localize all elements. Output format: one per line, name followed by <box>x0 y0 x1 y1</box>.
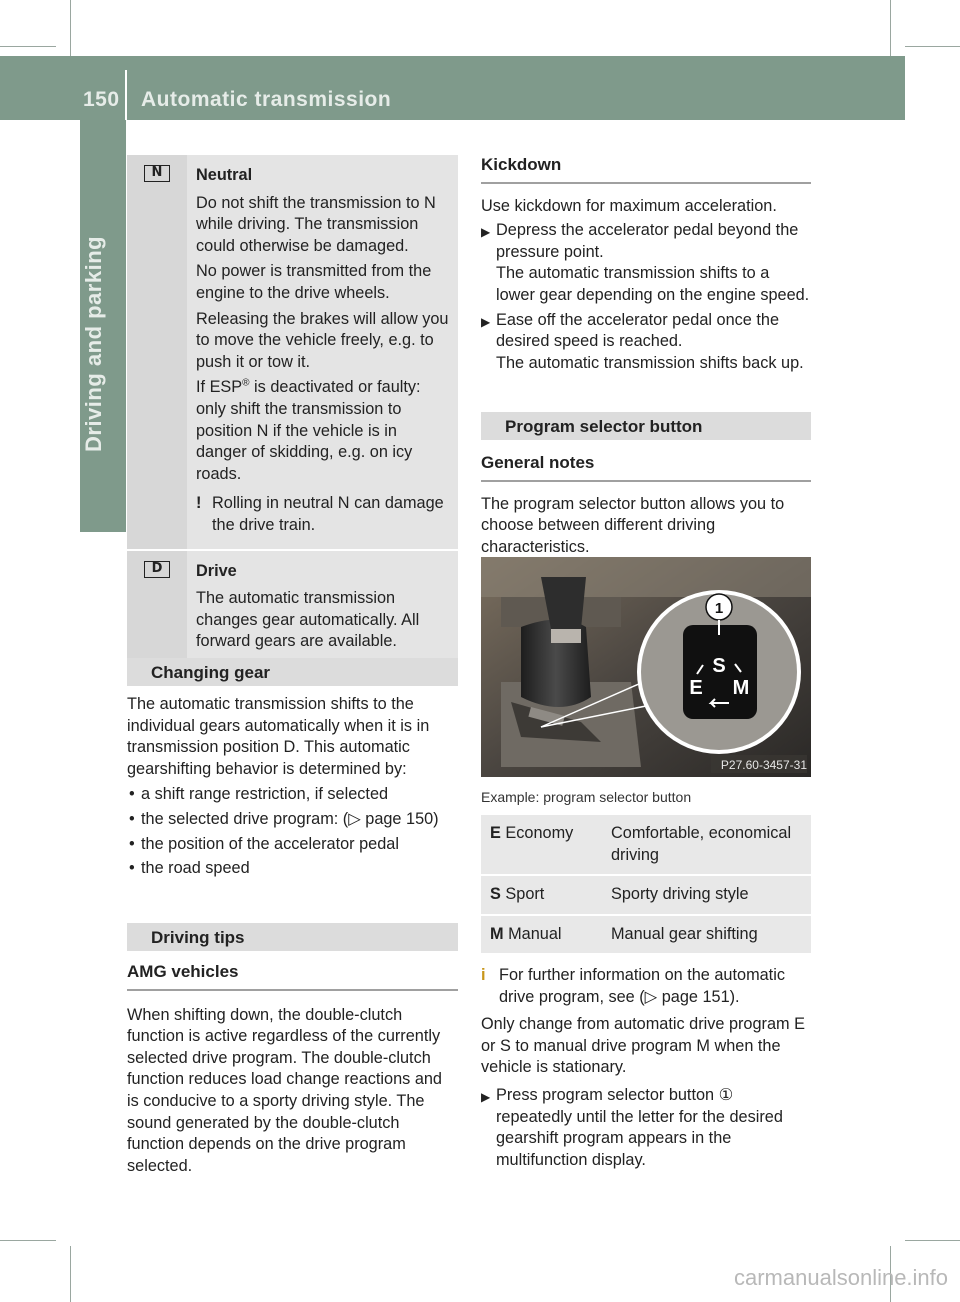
sport-letter: S <box>712 655 726 677</box>
list-item: • the position of the accelerator pedal <box>127 834 458 856</box>
warning-note <box>196 493 452 536</box>
position-text: The automatic transmission changes gear automatically. All forward gears are available. <box>196 589 420 651</box>
header-divider <box>125 70 127 120</box>
transmission-position-table <box>127 155 458 665</box>
drive-symbol-icon: D <box>144 561 170 578</box>
crop-mark <box>70 1246 71 1302</box>
info-icon: i <box>481 966 486 984</box>
neutral-symbol-icon: N <box>144 165 170 182</box>
esp-note: If ESP® is deactivated or faulty: only shift the transmission to position N if the vehicle is in danger of skidding, e.g. on icy roads. <box>196 377 421 483</box>
section-heading: Changing gear <box>127 658 458 686</box>
instruction-step: ▶ Press program selector button ① repeatedly until the letter for the desired gearshift program appears in the multifunction display. <box>481 1085 811 1171</box>
driving-tips-section <box>127 923 458 1177</box>
crop-mark <box>0 1240 56 1241</box>
header-band <box>0 56 905 120</box>
position-row-drive <box>127 549 458 665</box>
callout-label: 1 <box>714 600 724 617</box>
program-selector-intro: The program selector button allows you to choose between different driving characteristics. <box>481 494 785 556</box>
gear-factor-list <box>127 784 458 879</box>
crop-mark <box>70 0 71 56</box>
instruction-step: ▶ Ease off the accelerator pedal once the desired speed is reached. The automatic transmission shifts back up. <box>481 310 811 375</box>
info-note <box>481 965 811 1008</box>
position-title: Drive <box>196 561 237 580</box>
photo-illustration <box>481 557 811 777</box>
crop-mark <box>905 46 960 47</box>
crop-mark <box>0 46 56 47</box>
program-selector-photo <box>481 557 811 777</box>
table-row: E Economy Comfortable, economical driving <box>490 824 792 864</box>
list-item: • the road speed <box>127 858 458 880</box>
side-tab-label: Driving and parking <box>81 235 106 452</box>
manual-letter: M <box>732 677 750 699</box>
info-text: For further information on the automatic drive program, see (▷ page 151). <box>499 966 785 1006</box>
kickdown-intro: Use kickdown for maximum acceleration. <box>481 196 777 215</box>
position-text: No power is transmitted from the engine to the drive wheels. <box>196 262 432 302</box>
subsection-heading: Kickdown <box>481 154 811 184</box>
position-text: Releasing the brakes will allow you to move the vehicle freely, e.g. to push it or tow it. <box>196 309 449 371</box>
changing-gear-section <box>127 658 458 880</box>
position-row-neutral <box>127 155 458 549</box>
position-text: Do not shift the transmission to N while driving. The transmission could otherwise be damaged. <box>196 193 436 255</box>
subsection-heading: General notes <box>481 452 811 482</box>
instruction-step: ▶ Depress the accelerator pedal beyond the pressure point. The automatic transmission shifts to a lower gear depending on the engine speed. <box>481 220 811 306</box>
warning-text: Rolling in neutral N can damage the drive train. <box>212 494 444 534</box>
section-heading: Driving tips <box>127 923 458 951</box>
warning-icon: ! <box>196 494 202 513</box>
watermark: carmanualsonline.info <box>734 1265 949 1290</box>
step-arrow-icon: ▶ <box>481 314 491 329</box>
list-item: • a shift range restriction, if selected <box>127 784 458 806</box>
amg-text: When shifting down, the double-clutch function is active regardless of the currently selected drive program. The double-clutch function reduces load change reactions and is conducive to a sporty driving style. The sound generated by the double-clutch function depends on the drive program selected. <box>127 1005 442 1175</box>
table-row: M Manual Manual gear shifting <box>481 914 811 954</box>
position-title: Neutral <box>196 166 253 184</box>
image-reference: P27.60-3457-31 <box>720 758 807 772</box>
step-arrow-icon: ▶ <box>481 225 491 240</box>
program-change-note: Only change from automatic drive program E or S to manual drive program M when the vehicle is stationary. <box>481 1015 805 1077</box>
page-number: 150 <box>83 88 120 111</box>
kickdown-section <box>481 154 811 374</box>
economy-letter: E <box>689 677 703 699</box>
changing-gear-intro: The automatic transmission shifts to the individual gears automatically when it is in transmission position D. This automatic gearshifting behavior is determined by: <box>127 695 430 778</box>
photo-caption: Example: program selector button <box>481 789 692 805</box>
crop-mark <box>905 1240 960 1241</box>
table-row: S Sport Sporty driving style <box>481 874 811 914</box>
program-notes <box>481 962 811 1171</box>
crop-mark <box>890 0 891 56</box>
page-title: Automatic transmission <box>141 88 392 111</box>
list-item: • the selected drive program: (▷ page 150) <box>127 809 458 831</box>
program-selector-section <box>481 412 811 558</box>
section-heading: Program selector button <box>481 412 811 440</box>
subsection-heading: AMG vehicles <box>127 961 458 991</box>
drive-program-table <box>481 815 811 953</box>
step-arrow-icon: ▶ <box>481 1089 491 1104</box>
